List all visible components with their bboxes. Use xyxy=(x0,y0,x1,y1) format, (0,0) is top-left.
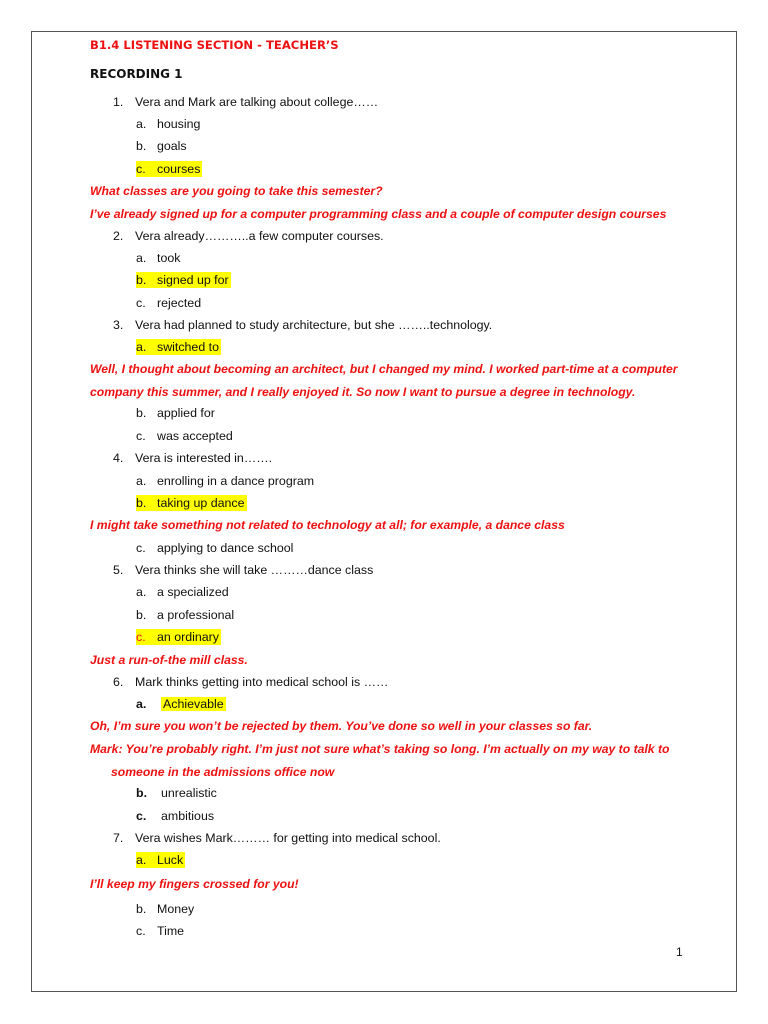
question-number: 3. xyxy=(113,318,124,332)
question-3 xyxy=(113,317,492,333)
option-letter: a. xyxy=(136,340,147,354)
option-text: switched to xyxy=(157,340,219,354)
option-letter: a. xyxy=(136,474,147,488)
option-text: Achievable xyxy=(163,697,224,711)
q1-option-b xyxy=(136,138,187,154)
option-text: an ordinary xyxy=(157,630,219,644)
document-title: B1.4 LISTENING SECTION - TEACHER’S xyxy=(90,38,339,52)
option-letter: b. xyxy=(136,139,147,153)
option-text: a professional xyxy=(157,608,235,622)
option-letter: a. xyxy=(136,117,147,131)
option-letter: b. xyxy=(136,496,147,510)
question-number: 1. xyxy=(113,95,124,109)
transcript-line: I’ll keep my fingers crossed for you! xyxy=(90,877,299,891)
option-text: was accepted xyxy=(157,429,233,443)
question-text: Vera is interested in……. xyxy=(135,451,273,465)
option-letter: a. xyxy=(136,853,147,867)
transcript-line: I might take something not related to technology at all; for example, a dance class xyxy=(90,518,565,532)
question-text: Vera thinks she will take ………dance class xyxy=(135,563,374,577)
q4-option-b-answer xyxy=(136,495,247,511)
q3-option-b xyxy=(136,405,215,421)
question-number: 2. xyxy=(113,229,124,243)
option-text: enrolling in a dance program xyxy=(157,474,315,488)
transcript-line: someone in the admissions office now xyxy=(111,765,335,779)
question-7 xyxy=(113,830,441,846)
option-text: housing xyxy=(157,117,201,131)
question-2 xyxy=(113,228,384,244)
option-letter: c. xyxy=(136,630,146,644)
question-number: 6. xyxy=(113,675,124,689)
option-text: Luck xyxy=(157,853,184,867)
q5-option-a xyxy=(136,584,229,600)
q7-option-a-answer xyxy=(136,852,185,868)
q1-option-c-answer xyxy=(136,161,202,177)
option-letter: b. xyxy=(136,786,148,800)
option-letter: b. xyxy=(136,902,147,916)
question-number: 5. xyxy=(113,563,124,577)
question-text: Vera already………..a few computer courses. xyxy=(135,229,384,243)
question-6 xyxy=(113,674,388,690)
question-5 xyxy=(113,562,373,578)
option-text: a specialized xyxy=(157,585,229,599)
q7-option-c xyxy=(136,923,184,939)
q2-option-c xyxy=(136,295,201,311)
option-text: applying to dance school xyxy=(157,541,294,555)
option-text: ambitious xyxy=(161,809,215,823)
question-text: Vera wishes Mark……… for getting into medical school. xyxy=(135,831,441,845)
transcript-line: company this summer, and I really enjoyed it. So now I want to pursue a degree in technology. xyxy=(90,385,636,399)
option-text: goals xyxy=(157,139,187,153)
q7-option-b xyxy=(136,901,194,917)
option-text: Money xyxy=(157,902,195,916)
option-letter: c. xyxy=(136,429,146,443)
option-letter: a. xyxy=(136,251,147,265)
transcript-line: Just a run-of-the mill class. xyxy=(90,653,248,667)
transcript-line: Mark: You’re probably right. I’m just not sure what’s taking so long. I’m actually on my way to talk to xyxy=(90,742,670,756)
q6-option-a-answer xyxy=(136,696,226,712)
option-letter: c. xyxy=(136,541,146,555)
q3-option-c xyxy=(136,428,233,444)
option-letter: a. xyxy=(136,585,147,599)
option-letter: b. xyxy=(136,608,147,622)
option-letter: c. xyxy=(136,296,146,310)
page-number: 1 xyxy=(676,945,683,959)
q6-option-b xyxy=(136,785,217,801)
option-letter: b. xyxy=(136,273,147,287)
question-text: Mark thinks getting into medical school is …… xyxy=(135,675,389,689)
option-letter: b. xyxy=(136,406,147,420)
question-1 xyxy=(113,94,378,110)
transcript-line: What classes are you going to take this semester? xyxy=(90,184,383,198)
q4-option-c xyxy=(136,540,293,556)
option-letter: a. xyxy=(136,697,147,711)
q5-option-b xyxy=(136,607,234,623)
q3-option-a-answer xyxy=(136,339,221,355)
q5-option-c-answer xyxy=(136,629,221,645)
q2-option-b-answer xyxy=(136,272,231,288)
q2-option-a xyxy=(136,250,180,266)
option-letter: c. xyxy=(136,924,146,938)
question-number: 4. xyxy=(113,451,124,465)
q1-option-a xyxy=(136,116,200,132)
q6-option-c xyxy=(136,808,214,824)
option-text: rejected xyxy=(157,296,202,310)
question-number: 7. xyxy=(113,831,124,845)
option-text: taking up dance xyxy=(157,496,245,510)
question-text: Vera and Mark are talking about college…… xyxy=(135,95,379,109)
option-text: courses xyxy=(157,162,201,176)
option-letter: c. xyxy=(136,162,146,176)
transcript-line: Oh, I’m sure you won’t be rejected by them. You’ve done so well in your classes so far. xyxy=(90,719,593,733)
option-text: unrealistic xyxy=(161,786,217,800)
option-text: took xyxy=(157,251,181,265)
option-text: Time xyxy=(157,924,185,938)
question-4 xyxy=(113,450,272,466)
option-letter: c. xyxy=(136,809,147,823)
option-text: applied for xyxy=(157,406,215,420)
transcript-line: Well, I thought about becoming an architect, but I changed my mind. I worked part-time at a computer xyxy=(90,362,678,376)
option-text: signed up for xyxy=(157,273,229,287)
question-text: Vera had planned to study architecture, but she ……..technology. xyxy=(135,318,493,332)
q4-option-a xyxy=(136,473,314,489)
recording-heading: RECORDING 1 xyxy=(90,67,183,81)
transcript-line: I’ve already signed up for a computer programming class and a couple of computer design courses xyxy=(90,207,667,221)
